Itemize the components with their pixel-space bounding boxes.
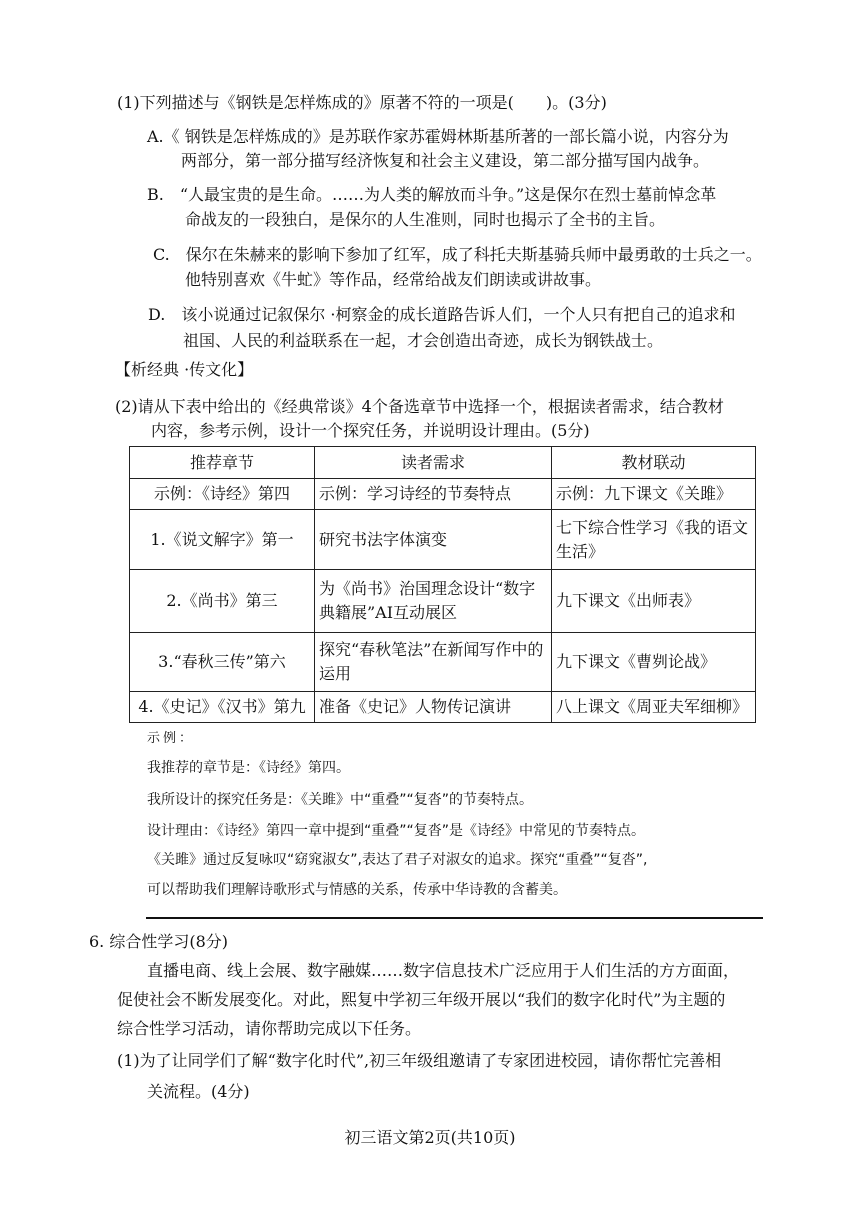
- divider-line: [146, 917, 763, 919]
- option-c-line-1: C. 保尔在朱赫来的影响下参加了红军，成了科托夫斯基骑兵师中最勇敢的士兵之一。: [153, 245, 762, 264]
- section-6-paragraph-line: 综合性学习活动，请你帮助完成以下任务。: [117, 1019, 422, 1038]
- option-b-line-1: B. “人最宝贵的是生命。……为人类的解放而斗争。”这是保尔在烈士墓前悼念革: [147, 185, 717, 204]
- example-label: 示例：: [147, 731, 196, 746]
- table-cell: 示例：学习诗经的节奏特点: [315, 479, 552, 510]
- table-cell: 研究书法字体演变: [315, 510, 552, 570]
- table-cell: 2.《尚书》第三: [130, 570, 315, 633]
- table-row: [130, 633, 756, 692]
- question-2-line-2: 内容，参考示例，设计一个探究任务，并说明设计理由。(5分): [151, 421, 590, 440]
- table-cell: 为《尚书》治国理念设计“数字典籍展”AI互动展区: [315, 570, 552, 633]
- table-row: [130, 510, 756, 570]
- section-6-question-line: (1)为了让同学们了解“数字化时代”,初三年级组邀请了专家团进校园，请你帮忙完善相: [117, 1051, 722, 1070]
- example-line: 可以帮助我们理解诗歌形式与情感的关系，传承中华诗教的含蓄美。: [147, 882, 567, 898]
- table-cell: 示例：《诗经》第四: [130, 479, 315, 510]
- table-cell: 八上课文《周亚夫军细柳》: [552, 692, 756, 723]
- table-row: [130, 479, 756, 510]
- table-cell: 七下综合性学习《我的语文生活》: [552, 510, 756, 570]
- question-1-stem: (1)下列描述与《钢铁是怎样炼成的》原著不符的一项是( )。(3分): [117, 93, 607, 112]
- table-cell: 九下课文《曹刿论战》: [552, 633, 756, 692]
- table-cell: 准备《史记》人物传记演讲: [315, 692, 552, 723]
- table-header-cell: 推荐章节: [130, 447, 315, 479]
- table-cell: 1.《说文解字》第一: [130, 510, 315, 570]
- option-d-line-1: D. 该小说通过记叙保尔 ·柯察金的成长道路告诉人们，一个人只有把自己的追求和: [148, 305, 736, 324]
- table-header-row: [130, 447, 756, 479]
- table-cell: 九下课文《出师表》: [552, 570, 756, 633]
- table-row: [130, 570, 756, 633]
- section-6-question-line: 关流程。(4分): [147, 1082, 250, 1101]
- table-cell: 示例：九下课文《关雎》: [552, 479, 756, 510]
- option-b-line-2: 命战友的一段独白，是保尔的人生准则，同时也揭示了全书的主旨。: [185, 210, 666, 229]
- table-cell: 3.“春秋三传”第六: [130, 633, 315, 692]
- option-a-line-2: 两部分，第一部分描写经济恢复和社会主义建设，第二部分描写国内战争。: [181, 151, 710, 170]
- table-cell: 4.《史记》《汉书》第九: [130, 692, 315, 723]
- table-header-cell: 读者需求: [315, 447, 552, 479]
- option-a-line-1: A.《 钢铁是怎样炼成的》是苏联作家苏霍姆林斯基所著的一部长篇小说，内容分为: [147, 127, 729, 146]
- table-cell: 探究“春秋笔法”在新闻写作中的运用: [315, 633, 552, 692]
- section-6-title: 6. 综合性学习(8分): [89, 932, 229, 951]
- example-line: 我推荐的章节是：《诗经》第四。: [147, 760, 350, 776]
- example-line: 设计理由：《诗经》第四一章中提到“重叠”“复沓”是《诗经》中常见的节奏特点。: [147, 823, 646, 839]
- page-footer: 初三语文第2页(共10页): [344, 1128, 516, 1147]
- chapter-table: [129, 446, 756, 723]
- table-header-cell: 教材联动: [552, 447, 756, 479]
- table-row: [130, 692, 756, 723]
- example-line: 我所设计的探究任务是：《关雎》中“重叠”“复沓”的节奏特点。: [147, 792, 534, 808]
- section-6-paragraph-line: 促使社会不断发展变化。对此，熙复中学初三年级开展以“我们的数字化时代”为主题的: [117, 990, 726, 1009]
- section-6-paragraph-line: 直播电商、线上会展、数字融媒……数字信息技术广泛应用于人们生活的方方面面，: [147, 961, 740, 980]
- section-heading: 【析经典 ·传文化】: [115, 360, 254, 379]
- option-c-line-2: 他特别喜欢《牛虻》等作品，经常给战友们朗读或讲故事。: [185, 270, 602, 289]
- option-d-line-2: 祖国、人民的利益联系在一起，才会创造出奇迹，成长为钢铁战士。: [183, 331, 664, 350]
- question-2-line-1: (2)请从下表中给出的《经典常谈》4个备选章节中选择一个，根据读者需求，结合教材: [115, 397, 724, 416]
- example-line: 《关雎》通过反复咏叹“窈窕淑女”,表达了君子对淑女的追求。探究“重叠”“复沓”,: [147, 852, 648, 868]
